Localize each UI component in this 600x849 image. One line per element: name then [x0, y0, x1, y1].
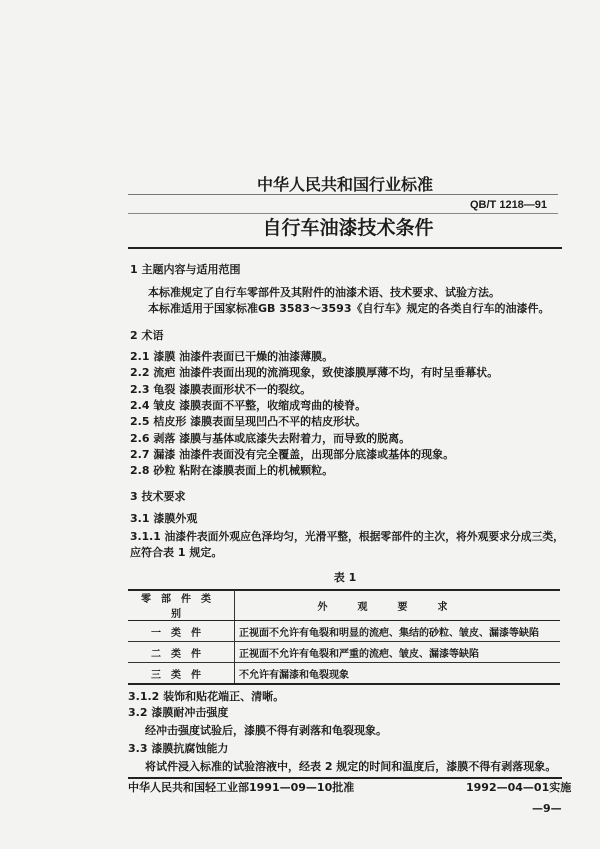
appearance-table	[128, 590, 560, 685]
category-cell: 一类件	[128, 621, 235, 642]
paragraph: 经冲击强度试验后，漆膜不得有剥落和龟裂现象。	[145, 724, 387, 737]
standard-code: QB/T 1218—91	[470, 199, 548, 211]
paragraph: 应符合表 1 规定。	[130, 546, 223, 559]
term-item: 2.4 皱皮 漆膜表面不平整，收缩成弯曲的棱脊。	[130, 399, 367, 412]
section-2-heading: 2 术语	[130, 329, 164, 342]
title-rule	[128, 247, 562, 249]
divider	[128, 194, 558, 195]
subsection: 3.3 漆膜抗腐蚀能力	[128, 742, 229, 755]
effective-date: 1992—04—01实施	[466, 781, 572, 794]
approval-date: 中华人民共和国轻工业部1991—09—10批准	[128, 781, 355, 794]
table-caption: 表 1	[333, 571, 357, 584]
term-item: 2.7 漏漆 油漆件表面没有完全覆盖，出现部分底漆或基体的现象。	[130, 448, 455, 461]
table-row	[128, 642, 560, 663]
document-title: 自行车油漆技术条件	[262, 217, 434, 239]
subsection: 3.2 漆膜耐冲击强度	[128, 706, 229, 719]
table-row	[128, 621, 560, 642]
term-item: 2.3 龟裂 漆膜表面形状不一的裂纹。	[130, 383, 312, 396]
issuing-org: 中华人民共和国行业标准	[256, 175, 433, 194]
requirement-cell: 不允许有漏漆和龟裂现象	[235, 663, 561, 685]
category-cell: 三类件	[128, 663, 235, 685]
table-row	[128, 663, 560, 685]
page-number: —9—	[532, 802, 562, 815]
term-item: 2.5 桔皮形 漆膜表面呈现凹凸不平的桔皮形状。	[130, 415, 367, 428]
section-3-heading: 3 技术要求	[130, 490, 186, 503]
paragraph: 本标准规定了自行车零部件及其附件的油漆术语、技术要求、试验方法。	[148, 286, 500, 299]
term-item: 2.1 漆膜 油漆件表面已干燥的油漆薄膜。	[130, 350, 334, 363]
paragraph: 3.1.1 油漆件表面外观应色泽均匀，光滑平整，根据零部件的主次，将外观要求分成三类，	[130, 530, 564, 543]
term-item: 2.2 流疤 油漆件表面出现的流淌现象，致使漆膜厚薄不均，有时呈垂幕状。	[130, 366, 499, 379]
requirement-cell: 正视面不允许有龟裂和严重的流疤、皱皮、漏漆等缺陷	[235, 642, 561, 663]
table-header-row	[128, 590, 560, 621]
paragraph: 将试件浸入标准的试验溶液中，经表 2 规定的时间和温度后，漆膜不得有剥落现象。	[145, 760, 557, 773]
term-item: 2.8 砂粒 粘附在漆膜表面上的机械颗粒。	[130, 464, 334, 477]
header-category: 零部件类别	[128, 590, 235, 621]
term-item: 2.6 剥落 漆膜与基体或底漆失去附着力，而导致的脱离。	[130, 432, 411, 445]
subsection: 3.1 漆膜外观	[130, 512, 198, 525]
header-requirement: 外观要求	[235, 590, 561, 621]
footer-rule	[128, 777, 562, 779]
category-cell: 二类件	[128, 642, 235, 663]
subsection: 3.1.2 装饰和贴花端正、清晰。	[128, 690, 285, 703]
section-1-heading: 1 主题内容与适用范围	[130, 263, 241, 276]
requirement-cell: 正视面不允许有龟裂和明显的流疤、集结的砂粒、皱皮、漏漆等缺陷	[235, 621, 561, 642]
paragraph: 本标准适用于国家标准GB 3583～3593《自行车》规定的各类自行车的油漆件。	[148, 302, 550, 315]
